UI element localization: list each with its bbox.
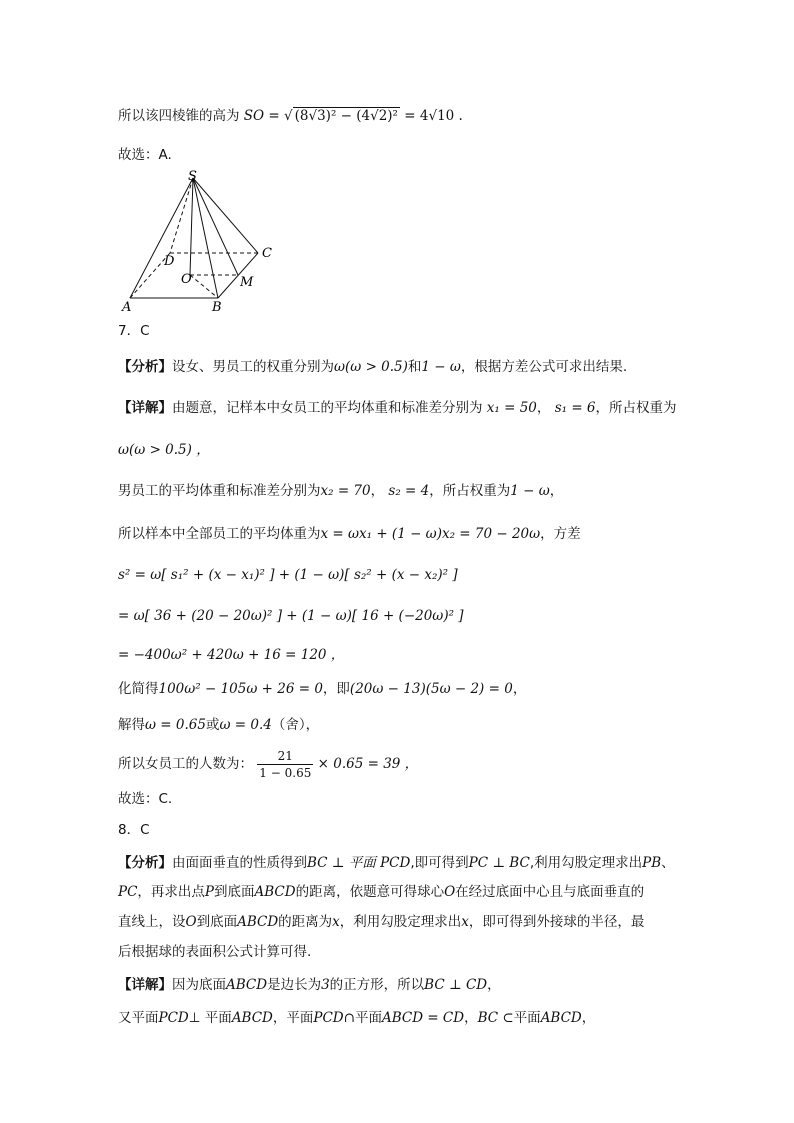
m: ABCD [231,1010,273,1026]
m: PC ⊥ BC [468,855,530,871]
formula-radicand: (8√3)² − (4√2)² [294,108,398,124]
m: PC [118,884,138,900]
t: ，所占权重为 [429,483,511,499]
q7-line6: s² = ω[ s₁² + (x − x₁)² ] + (1 − ω)[ s₂² + (x − x₂)² ] [118,567,458,583]
t: 设女、男员工的权重分别为 [172,359,334,375]
t: 或 [205,717,220,733]
t: （舍）， [271,717,320,733]
m: 100ω² − 105ω + 26 = 0 [158,681,323,697]
t: ， [581,1010,596,1026]
label-b: B [212,300,222,315]
t: ， [512,681,527,697]
m: x₂ = 70 [320,483,371,499]
q8-analysis-2 [118,882,644,902]
m: x [461,914,469,930]
height-line [118,106,463,126]
q8-heading: 8．C [118,822,150,838]
m: x [332,914,340,930]
q7-line3: ω(ω > 0.5) ， [118,442,210,458]
q7-line10 [118,715,319,735]
label-a: A [122,300,132,315]
t: 的距离为 [278,914,333,930]
t: ，所占权重为 [595,400,677,416]
t: ,利用勾股定理求出 [529,855,643,871]
t: 平面 [513,1010,541,1026]
text: 所以该四棱锥的高为 [118,108,240,124]
m: PCD [158,1010,189,1026]
t: 平面 [354,1010,382,1026]
t: ，再求出点 [137,884,205,900]
tag: 【分析】 [118,855,172,871]
t: 由面面垂直的性质得到 [172,855,307,871]
denominator: 1 − 0.65 [259,765,312,780]
t: 男员工的平均体重和标准差分别为 [118,483,321,499]
m: s₂ = 4 [388,483,430,499]
tag: 【详解】 [118,400,172,416]
formula-rhs: = 4√10 . [404,108,463,124]
t: 和 [407,359,422,375]
t: ⊥ 平面 [188,1010,232,1026]
q7-line5 [118,524,581,544]
m: (20ω − 13)(5ω − 2) = 0 [349,681,513,697]
q8-analysis-1 [118,853,675,873]
q8-detail-2 [118,1008,595,1028]
t: ， [487,977,501,993]
m: ABCD [226,977,268,993]
m: O [185,914,197,930]
m: ABCD [237,914,279,930]
tag: 【详解】 [118,977,172,993]
t: 因为底面 [172,977,226,993]
label-d: D [164,254,175,269]
t: ， [536,400,551,416]
m: ABCD [540,1010,582,1026]
q7-answer: 故选：C. [118,791,173,807]
m: BC ⊂ [477,1010,514,1026]
m: P [204,884,215,900]
q7-detail [118,398,677,418]
q7-line4 [118,481,563,501]
t: ， [370,483,385,499]
m: 1 − ω [421,359,461,375]
m: PCD∩ [313,1010,355,1026]
t: ，方差 [540,526,581,542]
m: x = ωx₁ + (1 − ω)x₂ = 70 − 20ω [320,526,541,542]
q7-line9 [118,679,526,699]
m: 1 − ω [510,483,550,499]
q8-analysis-4: 后根据球的表面积公式计算可得. [118,944,312,960]
t: 在经过底面中心且与底面垂直的 [455,884,645,900]
t: ，平面 [272,1010,314,1026]
t: 直线上，设 [118,914,186,930]
t: ,即可得到 [410,855,469,871]
label-c: C [262,246,272,261]
fraction [257,748,313,781]
sqrt-sign: √ [284,108,293,124]
tag: 【分析】 [118,359,172,375]
q8-detail-1 [118,975,501,995]
t: 化简得 [118,681,159,697]
q7-analysis [118,357,627,377]
q7-line11 [118,744,418,784]
label-s: S [188,169,197,184]
t: 的距离，依题意可得球心 [295,884,445,900]
formula-lhs: SO = [243,108,280,124]
pyramid-figure [118,165,288,315]
t: ， [464,1010,478,1026]
t: 解得 [118,717,145,733]
q7-heading: 7．C [118,323,150,339]
label-o: O [181,272,192,287]
m: ABCD [254,884,296,900]
m: s₁ = 6 [554,400,596,416]
m: BC ⊥ CD [424,977,488,993]
m: ABCD = CD [381,1010,465,1026]
m: O [444,884,456,900]
m: BC ⊥ 平面 PCD [307,855,411,871]
numerator: 21 [277,748,293,763]
t: ， [549,483,564,499]
t: 由题意，记样本中女员工的平均体重和标准差分别为 [172,400,483,416]
t: 所以女员工的人数为： [118,756,253,772]
m: 3 [321,977,330,993]
label-m: M [240,275,254,290]
t: 、 [661,855,675,871]
m: × 0.65 = 39 ， [317,756,419,772]
t: 又平面 [118,1010,159,1026]
m: ω(ω > 0.5) [334,359,408,375]
t: ，即可得到外接球的半径，最 [468,914,645,930]
t: 是边长为 [267,977,322,993]
m: x₁ = 50 [486,400,537,416]
m: ω = 0.65 [145,717,206,733]
answer-a: 故选：A. [118,147,172,163]
q7-line8: = −400ω² + 420ω + 16 = 120 ， [118,647,345,663]
t: ，利用勾股定理求出 [339,914,462,930]
q8-analysis-3 [118,912,644,932]
t: 所以样本中全部员工的平均体重为 [118,526,321,542]
t: ，即 [322,681,350,697]
t: 到底面 [214,884,255,900]
q7-line7: = ω[ 36 + (20 − 20ω)² ] + (1 − ω)[ 16 + (−20ω)² ] [118,608,464,624]
t: 的正方形，所以 [329,977,425,993]
m: ω = 0.4 [219,717,272,733]
t: ，根据方差公式可求出结果. [460,359,628,375]
t: 到底面 [196,914,238,930]
m: PB [642,855,662,871]
